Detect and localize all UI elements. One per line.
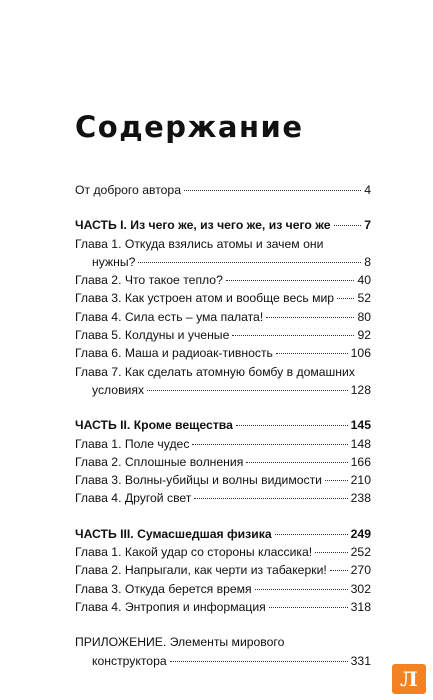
dot-leader: [315, 552, 347, 553]
dot-leader: [325, 480, 348, 481]
toc-entry: [75, 598, 371, 616]
part-page: 249: [350, 526, 371, 541]
toc-entry-page: 148: [350, 436, 371, 451]
toc-entry-title: Глава 2. Что такое тепло?: [75, 273, 223, 288]
toc-entry-title: Глава 3. Как устроен атом и вообще весь мир: [75, 291, 335, 306]
dot-leader: [330, 570, 348, 571]
toc-entry-title: Глава 2. Напрыгали, как черти из табакерки!: [75, 563, 327, 578]
toc-entry-line: Глава 1. Откуда взялись атомы и зачем они: [75, 236, 324, 251]
toc-entry-title: Глава 5. Колдуны и ученые: [75, 328, 230, 343]
toc-entry-page: 318: [350, 599, 371, 614]
dot-leader: [269, 607, 348, 608]
toc-entry-page: 270: [350, 563, 371, 578]
toc-entry-page: 80: [357, 309, 371, 324]
dot-leader: [334, 225, 362, 226]
toc-entry-title: Глава 4. Энтропия и информация: [75, 599, 266, 614]
toc-entry-title: условиях: [92, 382, 145, 397]
section-gap: [75, 399, 371, 416]
toc-entry-page: 106: [350, 346, 371, 361]
toc-part-3: [75, 525, 371, 543]
toc-entry-page: 166: [350, 454, 371, 469]
dot-leader: [194, 498, 347, 499]
toc-entry: [75, 344, 371, 362]
toc-entry-line: Глава 7. Как сделать атомную бомбу в домашних: [75, 364, 355, 379]
toc-entry-page: 8: [364, 254, 371, 269]
toc-entry: [75, 289, 371, 307]
toc-entry-page: 52: [357, 291, 371, 306]
toc-entry-title: Глава 3. Волны-убийцы и волны видимости: [75, 473, 322, 488]
dot-leader: [170, 661, 348, 662]
dot-leader: [226, 280, 355, 281]
toc-entry-title: Глава 3. Откуда берется время: [75, 581, 252, 596]
dot-leader: [337, 298, 354, 299]
toc-entry-page: 4: [364, 183, 371, 197]
dot-leader: [147, 390, 348, 391]
toc-entry-title: нужны?: [92, 254, 136, 269]
toc-entry: [75, 471, 371, 489]
dot-leader: [184, 190, 361, 191]
dot-leader: [236, 425, 348, 426]
dot-leader: [138, 262, 361, 263]
toc-entry-title: Глава 4. Сила есть – ума палата!: [75, 309, 264, 324]
toc-entry: [75, 561, 371, 579]
dot-leader: [246, 462, 347, 463]
toc-entry: [75, 543, 371, 561]
dot-leader: [275, 534, 348, 535]
toc-entry: [75, 271, 371, 289]
toc-entry-title: Глава 1. Какой удар со стороны классика!: [75, 545, 313, 560]
section-gap: [75, 616, 371, 633]
toc-entry-title: Глава 4. Другой свет: [75, 491, 192, 506]
toc-entry-title: конструктора: [92, 653, 167, 668]
part-page: 145: [350, 418, 371, 433]
publisher-logo: [392, 664, 426, 694]
toc-entry-title: От доброго автора: [75, 183, 181, 197]
toc-part-2: [75, 416, 371, 434]
toc-entry-page: 252: [350, 545, 371, 560]
toc-entry-page: 331: [350, 653, 371, 668]
toc-entry-page: 302: [350, 581, 371, 596]
toc-entry: [75, 580, 371, 598]
toc-entry-page: 40: [357, 273, 371, 288]
logo-letter: Л: [400, 667, 418, 691]
part-title: ЧАСТЬ II. Кроме вещества: [75, 418, 233, 433]
dot-leader: [276, 353, 348, 354]
toc-part-1: [75, 216, 371, 234]
section-gap: [75, 199, 371, 216]
toc-entry: [75, 308, 371, 326]
toc-entry-page: 92: [357, 328, 371, 343]
toc-entry-page: 238: [350, 491, 371, 506]
dot-leader: [266, 317, 354, 318]
toc-entry-page: 128: [350, 382, 371, 397]
dot-leader: [232, 335, 354, 336]
toc-entry-intro: [75, 181, 371, 199]
toc-entry-continuation: [75, 253, 371, 271]
toc-entry: [75, 326, 371, 344]
section-gap: [75, 508, 371, 525]
table-of-contents: [75, 181, 371, 670]
toc-entry-title: Глава 2. Сплошные волнения: [75, 454, 244, 469]
part-title: ЧАСТЬ III. Сумасшедшая физика: [75, 526, 272, 541]
toc-entry: [75, 453, 371, 471]
toc-entry-title: Глава 1. Поле чудес: [75, 436, 190, 451]
dot-leader: [192, 444, 347, 445]
toc-entry-page: 210: [350, 473, 371, 488]
page-title: Содержание: [75, 110, 304, 144]
toc-entry-title: Глава 6. Маша и радиоак-тивность: [75, 346, 273, 361]
toc-entry: [75, 489, 371, 507]
toc-entry-continuation: [75, 381, 371, 399]
dot-leader: [255, 589, 348, 590]
part-page: 7: [364, 218, 371, 233]
toc-appendix-line: ПРИЛОЖЕНИЕ. Элементы мирового: [75, 635, 285, 650]
toc-entry: [75, 435, 371, 453]
part-title: ЧАСТЬ I. Из чего же, из чего же, из чего же: [75, 218, 331, 233]
toc-appendix-continuation: [75, 652, 371, 670]
